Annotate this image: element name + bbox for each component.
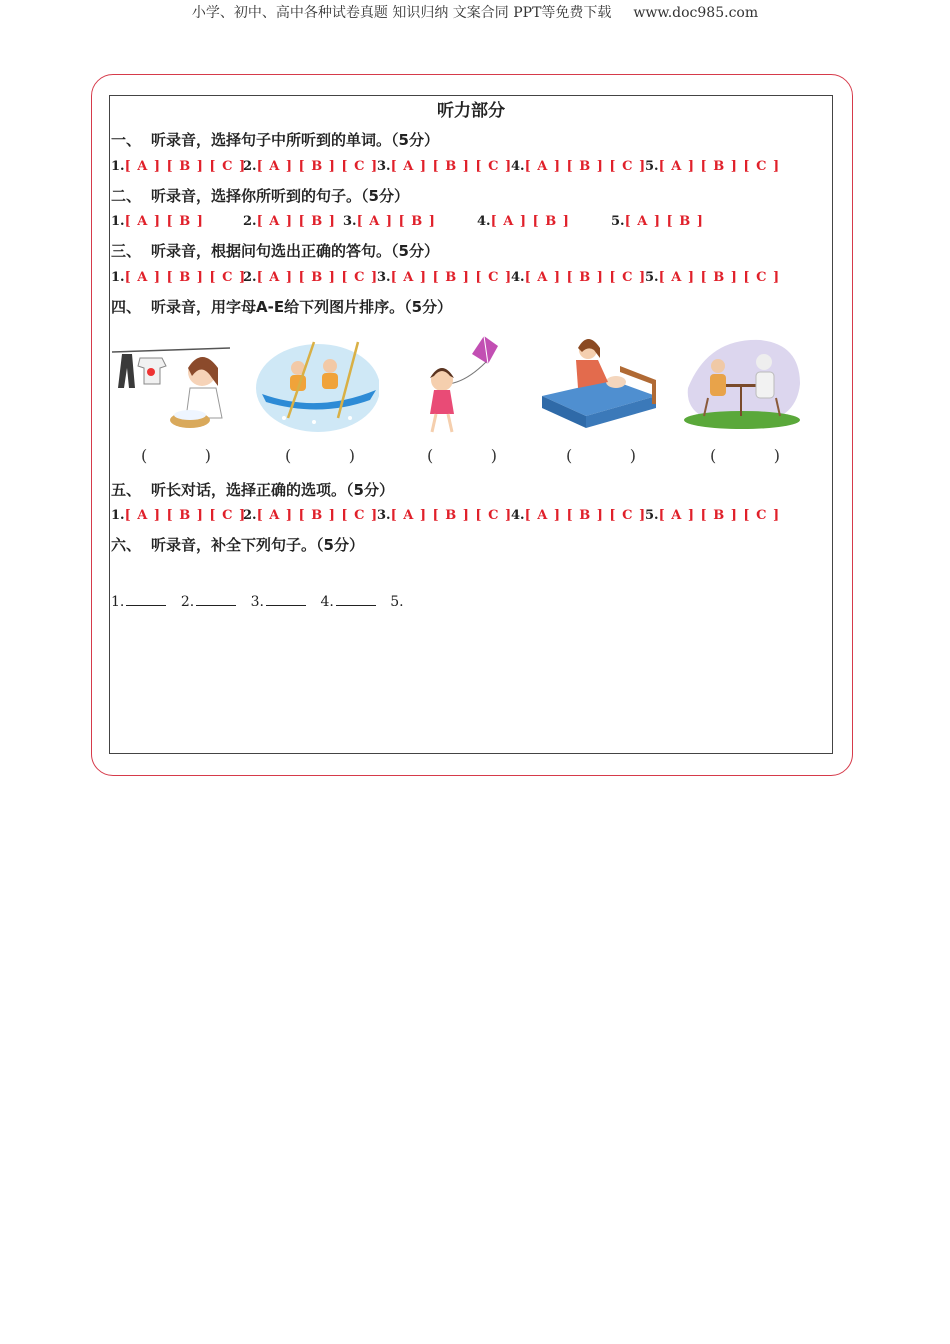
header-url: www.doc985.com (633, 5, 759, 21)
answer-item[interactable]: 1.[ A ] [ B ] (111, 214, 204, 229)
blank-item[interactable]: 2. (181, 594, 236, 610)
answer-item[interactable]: 4.[ A ] [ B ] [ C ] (511, 508, 647, 523)
flying-kite-picture (396, 328, 521, 438)
answer-paren[interactable]: ( ) (285, 446, 355, 465)
answer-paren[interactable]: ( ) (141, 446, 211, 465)
answer-item[interactable]: 1.[ A ] [ B ] [ C ] (111, 159, 247, 174)
answer-item[interactable]: 3.[ A ] [ B ] [ C ] (377, 508, 513, 523)
answer-item[interactable]: 4.[ A ] [ B ] [ C ] (511, 270, 647, 285)
answer-paren[interactable]: ( ) (710, 446, 780, 465)
blank-item[interactable]: 1. (111, 594, 166, 610)
blank-item[interactable]: 4. (320, 594, 375, 610)
answer-item[interactable]: 4.[ A ] [ B ] (477, 214, 570, 229)
section-5-heading: 五、 听长对话，选择正确的选项。（5分） (111, 481, 394, 499)
section-1-heading (111, 129, 439, 150)
answer-paren[interactable]: ( ) (427, 446, 497, 465)
answer-paren[interactable]: ( ) (566, 446, 636, 465)
answer-item[interactable]: 2.[ A ] [ B ] [ C ] (243, 159, 379, 174)
answer-item[interactable]: 5.[ A ] [ B ] (611, 214, 704, 229)
blank-item[interactable]: 5. (390, 594, 404, 610)
answer-item[interactable]: 1.[ A ] [ B ] [ C ] (111, 270, 247, 285)
blank-item[interactable]: 3. (251, 594, 306, 610)
answer-item[interactable]: 5.[ A ] [ B ] [ C ] (645, 508, 781, 523)
answer-item[interactable]: 1.[ A ] [ B ] [ C ] (111, 508, 247, 523)
answer-item[interactable]: 2.[ A ] [ B ] [ C ] (243, 270, 379, 285)
section-3-heading: 三、 听录音，根据问句选出正确的答句。（5分） (111, 242, 439, 260)
page-header (0, 2, 950, 22)
header-left: 小学、初中、高中各种试卷真题 知识归纳 文案合同 PPT等免费下载 (191, 5, 612, 21)
section-4-heading: 四、 听录音，用字母A-E给下列图片排序。（5分） (111, 298, 453, 316)
section-number: 一、 (111, 131, 142, 149)
kayaking-picture (254, 328, 379, 438)
answer-item[interactable]: 3.[ A ] [ B ] [ C ] (377, 159, 513, 174)
fill-in-blanks (111, 594, 414, 610)
picnic-picture (678, 328, 803, 438)
answer-item[interactable]: 5.[ A ] [ B ] [ C ] (645, 270, 781, 285)
section-text: 听录音，选择句子中所听到的单词。（5分） (151, 131, 439, 149)
answer-item[interactable]: 5.[ A ] [ B ] [ C ] (645, 159, 781, 174)
page-title: 听力部分 (437, 101, 505, 121)
answer-item[interactable]: 4.[ A ] [ B ] [ C ] (511, 159, 647, 174)
section-2-heading: 二、 听录音，选择你所听到的句子。（5分） (111, 187, 409, 205)
section-6-heading: 六、 听录音，补全下列句子。（5分） (111, 536, 364, 554)
sleeping-in-bed-picture (536, 328, 661, 438)
answer-item[interactable]: 2.[ A ] [ B ] [ C ] (243, 508, 379, 523)
answer-item[interactable]: 2.[ A ] [ B ] (243, 214, 336, 229)
washing-clothes-picture (110, 328, 235, 438)
answer-item[interactable]: 3.[ A ] [ B ] (343, 214, 436, 229)
answer-item[interactable]: 3.[ A ] [ B ] [ C ] (377, 270, 513, 285)
